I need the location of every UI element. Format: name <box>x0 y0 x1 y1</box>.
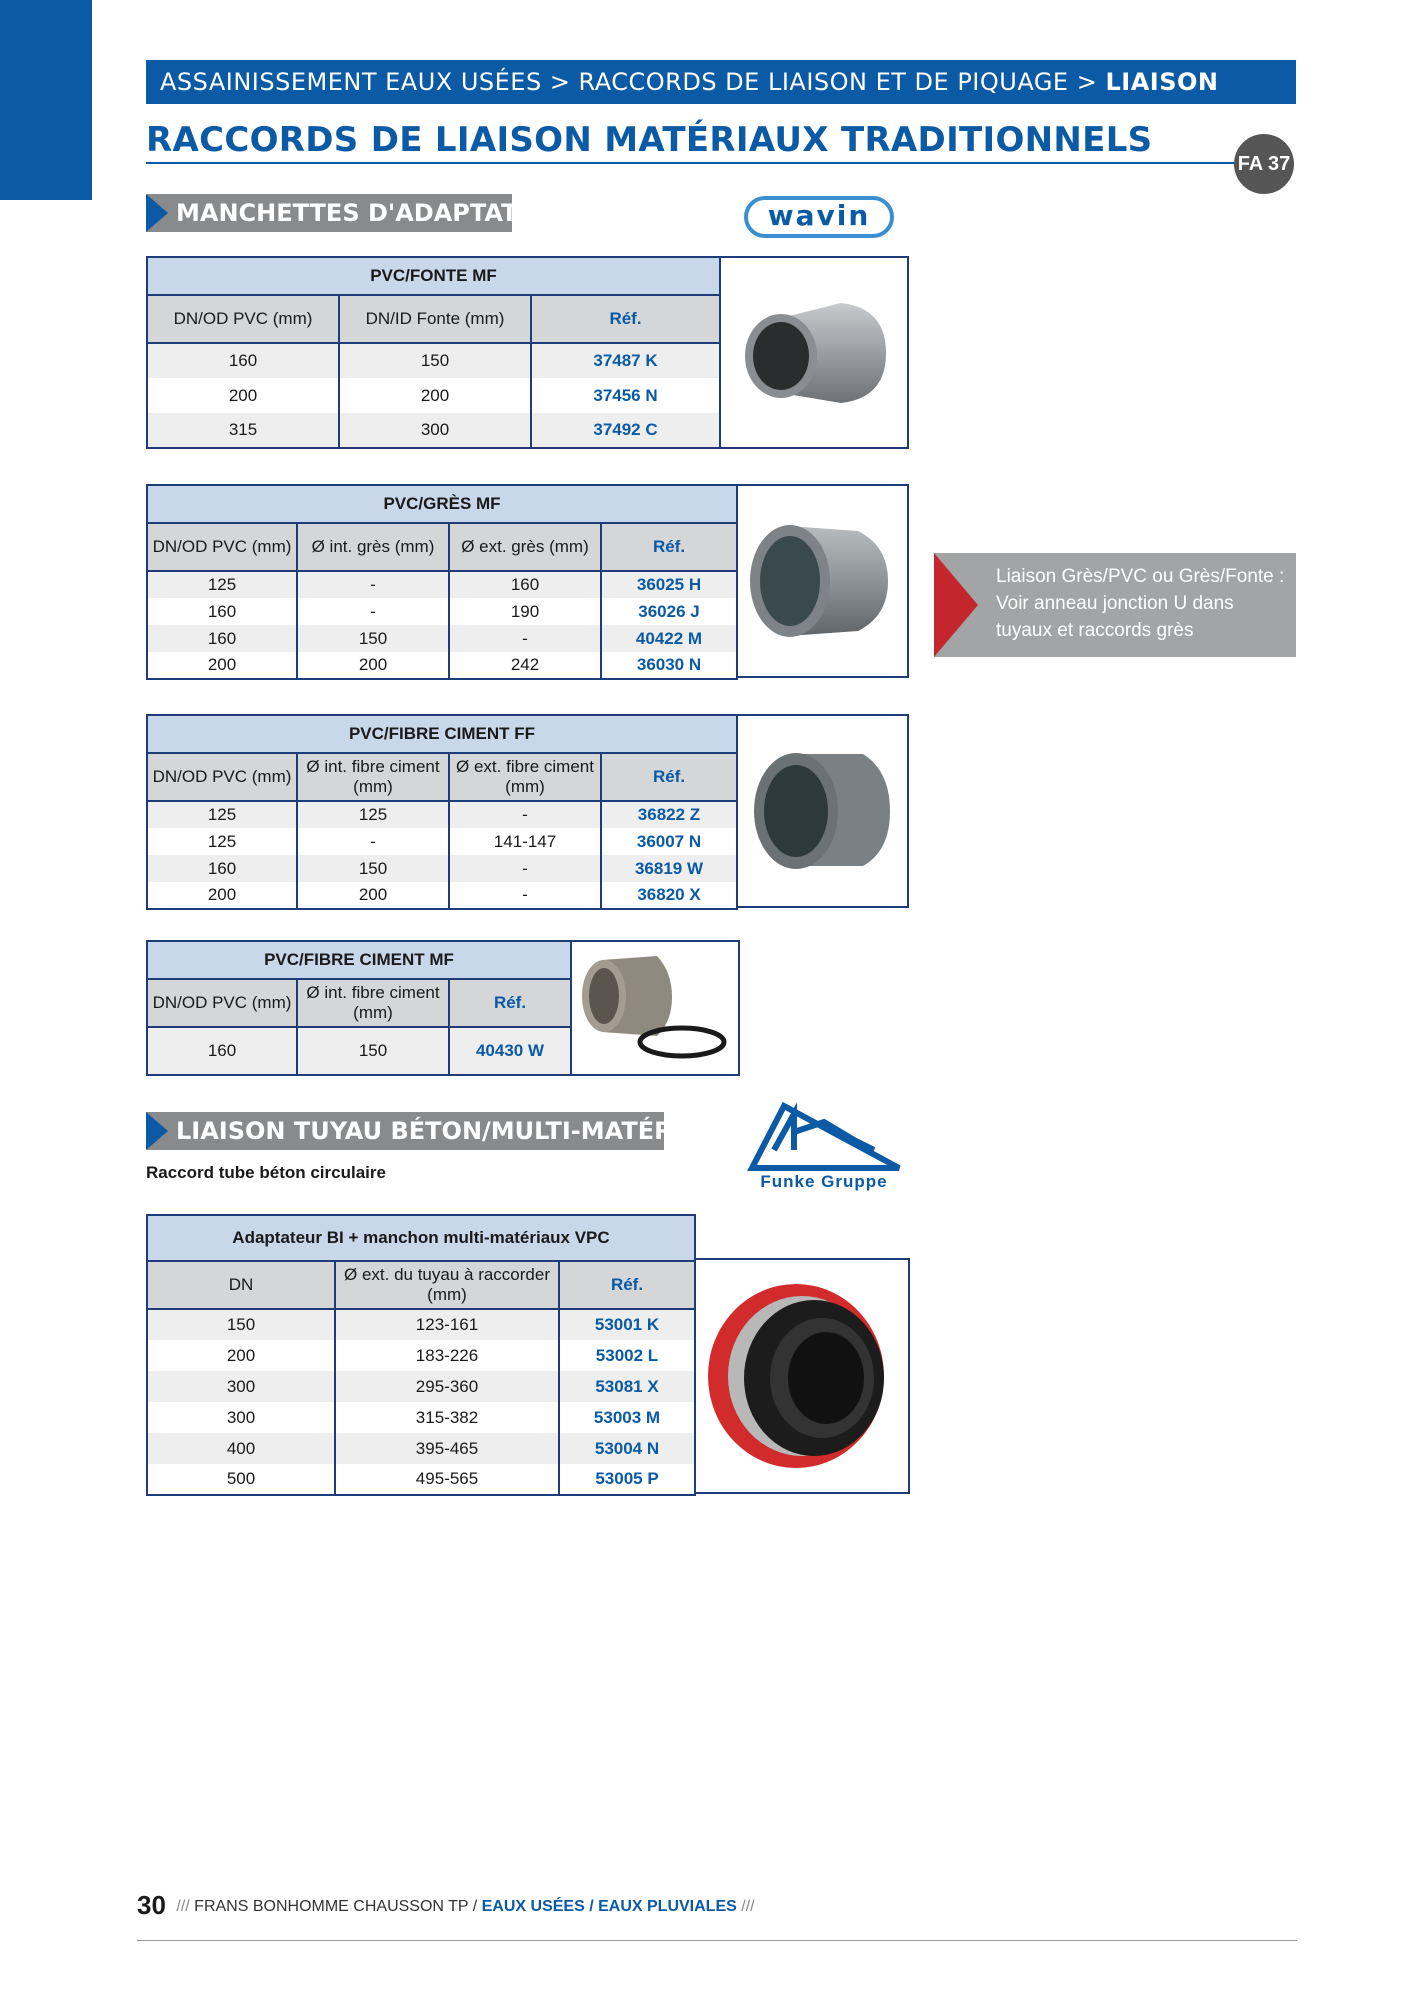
table-row <box>147 1371 695 1402</box>
note-text: Liaison Grès/PVC ou Grès/Fonte : Voir anneau jonction U dans tuyaux et raccords grès <box>996 566 1285 641</box>
cell: 190 <box>449 598 601 625</box>
col-header: Ø ext. fibre ciment (mm) <box>449 753 601 801</box>
cell: 200 <box>297 652 449 679</box>
col-header: Ø ext. grès (mm) <box>449 523 601 571</box>
cell: - <box>449 625 601 652</box>
table-row <box>147 652 737 679</box>
cell: 150 <box>147 1309 335 1340</box>
cell: - <box>297 828 449 855</box>
section-header-manchettes <box>146 194 567 232</box>
cell: 125 <box>147 828 297 855</box>
cell: 242 <box>449 652 601 679</box>
table-row <box>147 1309 695 1340</box>
product-image-pvc-fonte <box>719 256 909 449</box>
cell: 160 <box>147 598 297 625</box>
cell: 200 <box>147 652 297 679</box>
cell: 200 <box>147 882 297 909</box>
col-header: DN/OD PVC (mm) <box>147 295 339 343</box>
ref-cell: 36822 Z <box>601 801 737 828</box>
ref-cell: 53081 X <box>559 1371 695 1402</box>
info-note <box>934 553 1296 657</box>
title-rule <box>146 162 1236 164</box>
col-header: Ø int. grès (mm) <box>297 523 449 571</box>
footer-section: EAUX USÉES / EAUX PLUVIALES <box>481 1898 737 1915</box>
side-color-tab <box>0 0 92 200</box>
table-row <box>147 801 737 828</box>
col-header: Réf. <box>601 753 737 801</box>
cell: 160 <box>147 855 297 882</box>
table-row <box>147 1433 695 1464</box>
cell: 150 <box>297 855 449 882</box>
table-row <box>147 598 737 625</box>
table-title: Adaptateur BI + manchon multi-matériaux VPC <box>147 1215 695 1261</box>
cell: 183-226 <box>335 1340 559 1371</box>
cell: 160 <box>147 625 297 652</box>
cell: 315-382 <box>335 1402 559 1433</box>
cell: 141-147 <box>449 828 601 855</box>
page-footer <box>137 1890 755 1921</box>
product-image-pvc-fibre-mf <box>570 940 740 1076</box>
ref-cell: 37492 C <box>531 413 720 448</box>
cell: 300 <box>339 413 531 448</box>
col-header: DN/ID Fonte (mm) <box>339 295 531 343</box>
table-row <box>147 378 720 413</box>
breadcrumb-path: ASSAINISSEMENT EAUX USÉES > RACCORDS DE LIAISON ET DE PIQUAGE > <box>160 68 1106 96</box>
table-row <box>147 1340 695 1371</box>
cell: 150 <box>297 625 449 652</box>
col-header: DN <box>147 1261 335 1309</box>
cell: - <box>449 801 601 828</box>
funke-logo-text: Funke Gruppe <box>760 1172 888 1191</box>
cell: 125 <box>297 801 449 828</box>
col-header: Réf. <box>559 1261 695 1309</box>
ref-cell: 37456 N <box>531 378 720 413</box>
table-row <box>147 343 720 378</box>
footer-separator: /// <box>176 1898 190 1915</box>
table-row <box>147 828 737 855</box>
table-title: PVC/GRÈS MF <box>147 485 737 523</box>
cell: - <box>297 571 449 598</box>
footer-separator: /// <box>741 1898 755 1915</box>
col-header: DN/OD PVC (mm) <box>147 523 297 571</box>
page-number: 30 <box>137 1890 166 1920</box>
pipe-adapter-illustration <box>721 258 907 447</box>
page-code-badge: FA 37 <box>1234 134 1294 194</box>
col-header: Ø int. fibre ciment (mm) <box>297 753 449 801</box>
table-row <box>147 1402 695 1433</box>
pipe-adapter-with-ring-illustration <box>572 942 738 1074</box>
col-header: Réf. <box>449 979 571 1027</box>
footer-rule <box>137 1940 1297 1941</box>
product-image-vpc-coupling <box>694 1258 910 1494</box>
pipe-adapter-illustration <box>738 716 907 906</box>
cell: 295-360 <box>335 1371 559 1402</box>
table-title: PVC/FIBRE CIMENT MF <box>147 941 571 979</box>
ref-cell: 53004 N <box>559 1433 695 1464</box>
ref-cell: 53005 P <box>559 1464 695 1495</box>
section-header-label: LIAISON TUYAU BÉTON/MULTI-MATÉRIAUX <box>176 1117 738 1145</box>
cell: 200 <box>147 378 339 413</box>
section-arrow-icon <box>146 194 168 232</box>
cell: 300 <box>147 1402 335 1433</box>
cell: 400 <box>147 1433 335 1464</box>
col-header: Ø ext. du tuyau à raccorder (mm) <box>335 1261 559 1309</box>
cell: - <box>297 598 449 625</box>
section-arrow-icon <box>146 1112 168 1150</box>
ref-cell: 40430 W <box>449 1027 571 1075</box>
ref-cell: 36030 N <box>601 652 737 679</box>
col-header: Ø int. fibre ciment (mm) <box>297 979 449 1027</box>
cell: 125 <box>147 571 297 598</box>
sub-label: Raccord tube béton circulaire <box>146 1163 386 1182</box>
funke-gruppe-logo <box>744 1100 904 1196</box>
table-pvc-gres <box>146 484 738 680</box>
table-row <box>147 413 720 448</box>
table-row <box>147 855 737 882</box>
page-title: RACCORDS DE LIAISON MATÉRIAUX TRADITIONNELS <box>146 120 1153 160</box>
col-header: Réf. <box>601 523 737 571</box>
cell: 200 <box>297 882 449 909</box>
ref-cell: 40422 M <box>601 625 737 652</box>
ref-cell: 36026 J <box>601 598 737 625</box>
ref-cell: 36820 X <box>601 882 737 909</box>
cell: - <box>449 882 601 909</box>
cell: 160 <box>449 571 601 598</box>
ref-cell: 36025 H <box>601 571 737 598</box>
cell: 123-161 <box>335 1309 559 1340</box>
table-pvc-fibre-ciment-ff <box>146 714 738 910</box>
table-row <box>147 882 737 909</box>
note-arrow-icon <box>934 553 978 657</box>
table-title: PVC/FIBRE CIMENT FF <box>147 715 737 753</box>
product-image-pvc-fibre-ff <box>736 714 909 908</box>
ref-cell: 36819 W <box>601 855 737 882</box>
col-header: DN/OD PVC (mm) <box>147 979 297 1027</box>
footer-company: FRANS BONHOMME CHAUSSON TP / <box>194 1898 478 1915</box>
col-header: DN/OD PVC (mm) <box>147 753 297 801</box>
pipe-adapter-illustration <box>738 486 907 676</box>
table-pvc-fibre-ciment-mf <box>146 940 572 1076</box>
cell: 160 <box>147 1027 297 1075</box>
cell: 495-565 <box>335 1464 559 1495</box>
breadcrumb-current: LIAISON <box>1105 68 1219 96</box>
cell: 160 <box>147 343 339 378</box>
table-row <box>147 1464 695 1495</box>
breadcrumb <box>146 60 1296 104</box>
col-header: Réf. <box>531 295 720 343</box>
ref-cell: 53003 M <box>559 1402 695 1433</box>
table-adaptateur-vpc <box>146 1214 696 1496</box>
cell: 150 <box>339 343 531 378</box>
ref-cell: 37487 K <box>531 343 720 378</box>
ref-cell: 53001 K <box>559 1309 695 1340</box>
product-image-pvc-gres <box>736 484 909 678</box>
cell: 150 <box>297 1027 449 1075</box>
cell: 395-465 <box>335 1433 559 1464</box>
cell: 300 <box>147 1371 335 1402</box>
table-title: PVC/FONTE MF <box>147 257 720 295</box>
table-row <box>147 1027 571 1075</box>
cell: - <box>449 855 601 882</box>
funke-logo-icon <box>744 1100 904 1172</box>
cell: 200 <box>339 378 531 413</box>
ref-cell: 36007 N <box>601 828 737 855</box>
table-row <box>147 571 737 598</box>
wavin-logo: wavin <box>744 196 894 238</box>
cell: 500 <box>147 1464 335 1495</box>
table-row <box>147 625 737 652</box>
section-header-liaison-beton <box>146 1112 738 1150</box>
table-pvc-fonte <box>146 256 721 449</box>
cell: 315 <box>147 413 339 448</box>
ref-cell: 53002 L <box>559 1340 695 1371</box>
multi-material-coupling-illustration <box>696 1260 908 1492</box>
cell: 200 <box>147 1340 335 1371</box>
section-header-label: MANCHETTES D'ADAPTATION <box>176 199 567 227</box>
cell: 125 <box>147 801 297 828</box>
